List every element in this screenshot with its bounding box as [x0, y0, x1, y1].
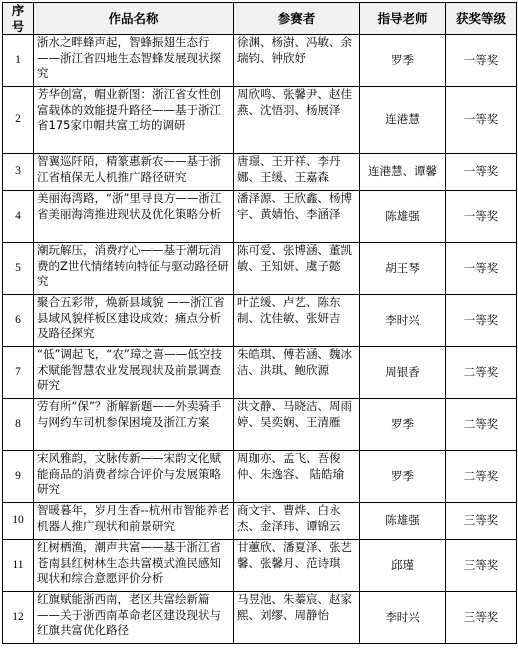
work-title: 芳华创富，帽业新图：浙江省女性创富载体的效能提升路径——基于浙江省175家巾帽共富工坊的调研 — [34, 87, 234, 154]
advisor: 胡王琴 — [360, 243, 446, 295]
table-row — [3, 451, 517, 503]
award-level: 三等奖 — [446, 540, 517, 592]
participants: 洪文静、马晓洁、周雨婷、吴奕娴、王清雁 — [234, 399, 360, 451]
table-row — [3, 154, 517, 191]
participants: 商文宇、曹烨、白永杰、金泽玮、谭锦云 — [234, 503, 360, 540]
participants: 陈可爱、张博涵、董凯敏、王知妍、虞子懿 — [234, 243, 360, 295]
row-number: 2 — [3, 87, 34, 154]
row-number: 12 — [3, 592, 34, 644]
advisor: 罗季 — [360, 399, 446, 451]
award-level: 二等奖 — [446, 399, 517, 451]
advisor: 连港慧 — [360, 87, 446, 154]
work-title: 浙水之畔蜂声起，智蜂振翅生态行——浙江省四地生态智蜂发展现状探究 — [34, 35, 234, 87]
header-row — [3, 3, 517, 35]
work-title: 智暖暮年，岁月生香--杭州市智能养老机器人推广现状和前景研究 — [34, 503, 234, 540]
table-row — [3, 191, 517, 243]
header-members: 参赛者 — [234, 3, 360, 35]
table-row — [3, 540, 517, 592]
table-row — [3, 35, 517, 87]
award-level: 一等奖 — [446, 295, 517, 347]
participants: 甘蕙欣、潘夏泽、张艺馨、张馨月、范诗琪 — [234, 540, 360, 592]
participants: 马昱池、朱蓁宸、赵家熙、刘缪、周静怡 — [234, 592, 360, 644]
participants: 叶芷缓、卢艺、陈东制、沈佳敏、张妍吉 — [234, 295, 360, 347]
advisor: 罗季 — [360, 451, 446, 503]
row-number: 3 — [3, 154, 34, 191]
award-level: 二等奖 — [446, 347, 517, 399]
advisor: 罗季 — [360, 35, 446, 87]
header-teacher: 指导老师 — [360, 3, 446, 35]
advisor: 周银香 — [360, 347, 446, 399]
work-title: 潮玩解压，消费疗心——基于潮玩消费的Z世代情绪转向特征与驱动路径研究 — [34, 243, 234, 295]
advisor: 李时兴 — [360, 295, 446, 347]
row-number: 6 — [3, 295, 34, 347]
table-row — [3, 87, 517, 154]
advisor: 连港慧、谭馨 — [360, 154, 446, 191]
table-row — [3, 592, 517, 644]
work-title: 劳有所“保”？浙解新题——外卖骑手与网约车司机参保困境及浙江方案 — [34, 399, 234, 451]
work-title: 聚合五彩带，焕新县域貌 ——浙江省县域风貌样板区建设成效：痛点分析及路径探究 — [34, 295, 234, 347]
work-title: 智翼巡阡陌，精篆惠新农——基于浙江省植保无人机推广路径研究 — [34, 154, 234, 191]
table-row — [3, 347, 517, 399]
award-level: 一等奖 — [446, 191, 517, 243]
table-row — [3, 399, 517, 451]
participants: 朱皓琪、傅若涵、魏冰洁、洪琪、鲍欣源 — [234, 347, 360, 399]
table-row — [3, 503, 517, 540]
table-row — [3, 295, 517, 347]
award-level: 一等奖 — [446, 154, 517, 191]
row-number: 11 — [3, 540, 34, 592]
award-level: 一等奖 — [446, 87, 517, 154]
row-number: 1 — [3, 35, 34, 87]
header-no: 序号 — [3, 3, 34, 35]
row-number: 8 — [3, 399, 34, 451]
row-number: 4 — [3, 191, 34, 243]
work-title: 宋风雅韵，文脉传新——宋韵文化赋能商品的消费者综合评价与发展策略研究 — [34, 451, 234, 503]
award-level: 二等奖 — [446, 451, 517, 503]
header-title: 作品名称 — [34, 3, 234, 35]
header-level: 获奖等级 — [446, 3, 517, 35]
row-number: 9 — [3, 451, 34, 503]
advisor: 陈雄强 — [360, 191, 446, 243]
participants: 周珈亦、孟飞、吾俊仲、朱逸容、 陆皓瑜 — [234, 451, 360, 503]
participants: 周欣鸣、张馨尹、赵佳燕、沈悟羽、杨展泽 — [234, 87, 360, 154]
award-level: 三等奖 — [446, 503, 517, 540]
row-number: 5 — [3, 243, 34, 295]
advisor: 邱瑾 — [360, 540, 446, 592]
row-number: 7 — [3, 347, 34, 399]
work-title: “低”调起飞，“农”璋之喜——低空技术赋能智慧农业发展现状及前景调查研究 — [34, 347, 234, 399]
advisor: 陈雄强 — [360, 503, 446, 540]
row-number: 10 — [3, 503, 34, 540]
award-table — [2, 2, 517, 644]
participants: 唐璟、王开祥、李丹娜、王缓、王嘉森 — [234, 154, 360, 191]
award-level: 一等奖 — [446, 35, 517, 87]
participants: 徐渊、杨澍、冯敏、余瑞钧、钟欣妤 — [234, 35, 360, 87]
work-title: 红旗赋能浙西南，老区共富绘新篇——关于浙西南革命老区建设现状与红旗共富优化路径 — [34, 592, 234, 644]
award-level: 一等奖 — [446, 243, 517, 295]
work-title: 红树栖渔，潮声共富——基于浙江省苍南县红树林生态共富模式渔民感知现状和综合意愿评价分析 — [34, 540, 234, 592]
participants: 潘泽源、王欣鑫、杨博宇、黄婧怡、李涵泽 — [234, 191, 360, 243]
work-title: 美丽海湾路，“浙”里寻良方——浙江省美丽海湾推进现状及优化策略分析 — [34, 191, 234, 243]
award-level: 三等奖 — [446, 592, 517, 644]
table-row — [3, 243, 517, 295]
advisor: 李时兴 — [360, 592, 446, 644]
